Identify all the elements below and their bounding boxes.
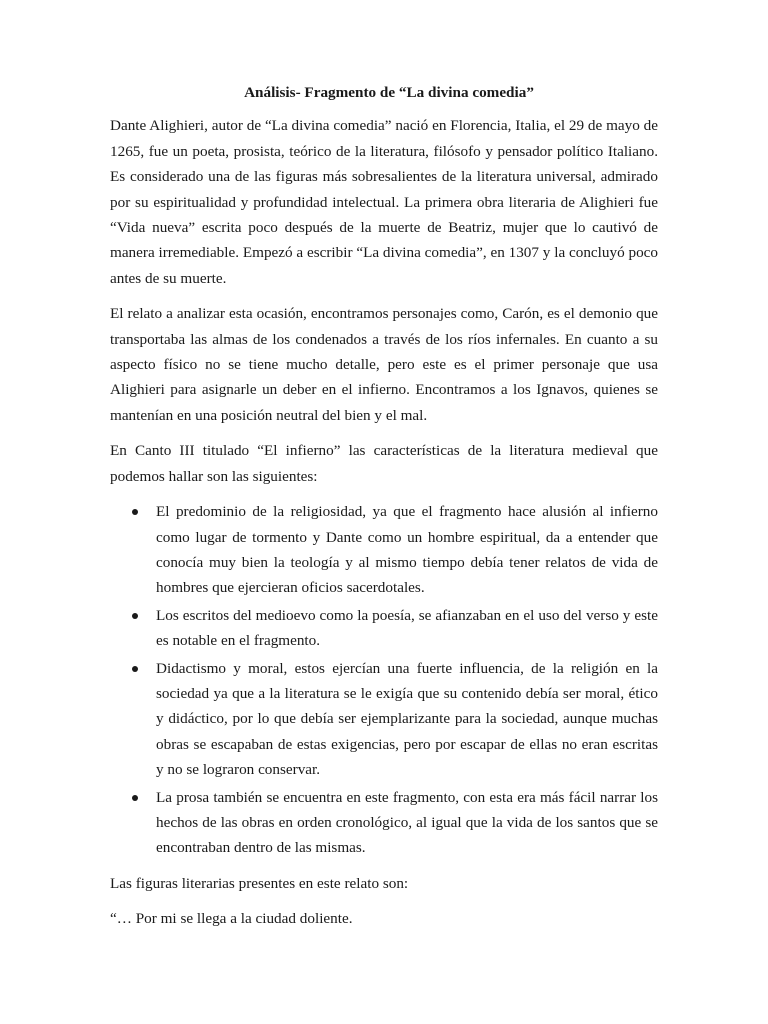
bullet-icon [132,666,138,672]
paragraph-canto-intro: En Canto III titulado “El infierno” las características de la literatura medieval que podemos hallar son las siguientes: [110,442,658,485]
list-item-text: Didactismo y moral, estos ejercían una fuerte influencia, de la religión en la sociedad ya que a la literatura se le exigía que su contenido debía ser moral, ético y didáctico, por lo que debía ser ejemplarizante para la sociedad, aunque muchas obras se escapaban de estas exigencias, pero por escapar de ellas no eran escritas y no se lograron conservar. [156,659,658,779]
bullet-icon [132,509,138,515]
list-item [110,603,658,654]
list-item-text: Los escritos del medioevo como la poesía, se afianzaban en el uso del verso y este es notable en el fragmento. [156,606,658,650]
bullet-icon [132,795,138,801]
list-item [110,499,658,601]
paragraph-figures-intro: Las figuras literarias presentes en este relato son: [110,874,409,892]
paragraph-biography: Dante Alighieri, autor de “La divina comedia” nació en Florencia, Italia, el 29 de mayo de 1265, fue un poeta, prosista, teórico de la literatura, filósofo y pensador político Italiano. Es considerado una de las figuras más sobresalientes de la literatura universal, admirado por su espiritualidad y profundidad intelectual. La primera obra literaria de Alighieri fue “Vida nueva” escrita poco después de la muerte de Beatriz, mujer que lo cautivó de manera irremediable. Empezó a escribir “La divina comedia”, en 1307 y la concluyó poco antes de su muerte. [110,117,658,287]
list-item-text: La prosa también se encuentra en este fragmento, con esta era más fácil narrar los hechos de las obras en orden cronológico, al igual que la vida de los santos que se encontraban dentro de las mismas. [156,788,658,857]
list-item [110,785,658,861]
bullet-icon [132,613,138,619]
document-page [110,80,658,932]
list-item [110,656,658,783]
list-item-text: El predominio de la religiosidad, ya que el fragmento hace alusión al infierno como lugar de tormento y Dante como un hombre espiritual, da a entender que conocía muy bien la teología y al mismo tiempo debía tener relatos de vida de hombres que ejercieran oficios sacerdotales. [156,503,658,597]
document-title: Análisis- Fragmento de “La divina comedia” [244,84,534,101]
paragraph-characters: El relato a analizar esta ocasión, encontramos personajes como, Carón, es el demonio que transportaba las almas de los condenados a través de los ríos infernales. En cuanto a su aspecto físico no se tiene mucho detalle, pero este es el primer personaje que usa Alighieri para asignarle un deber en el infierno. Encontramos a los Ignavos, quienes se mantenían en una posición neutral del bien y el mal. [110,305,658,424]
quote-line: “… Por mi se llega a la ciudad doliente. [110,910,353,928]
characteristics-list [110,499,658,861]
